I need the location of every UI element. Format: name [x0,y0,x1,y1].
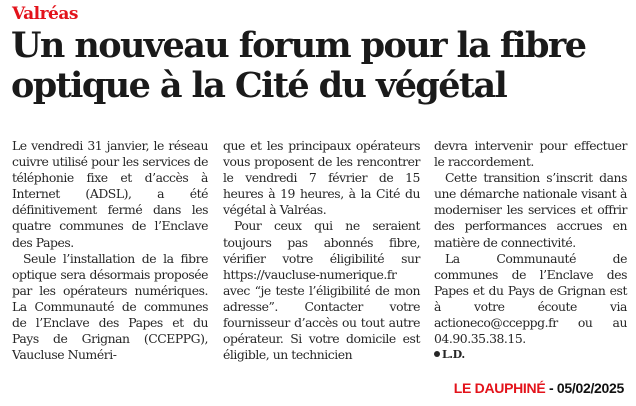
publication-date: 05/02/2025 [556,380,624,396]
separator: - [545,380,557,396]
newspaper-name: LE DAUPHINÉ [453,380,546,396]
paragraph: que et les principaux opérateurs vous proposent de les rencontrer le vendredi 7 février de 15 heures à 19 heures, à la Cité du végétal à Valréas. [223,138,420,218]
article-headline: Un nouveau forum pour la fibre optique à la Cité du végétal [11,25,586,106]
article-column-3 [434,138,627,363]
author-byline [434,347,627,363]
paragraph: devra intervenir pour effectuer le raccordement. [434,138,627,170]
paragraph: Le vendredi 31 janvier, le réseau cuivre utilisé pour les services de téléphonie fixe et d’accès à Internet (ADSL), a été définitivement fermé dans les quatre communes de l’Enclave des Papes. [12,138,208,250]
paragraph: La Communauté de communes de l’Enclave des Papes et du Pays de Grignan est à votre écoute via actioneco@cceppg.fr ou au 04.90.35.38.15. [434,250,627,347]
section-kicker: Valréas [12,4,78,24]
paragraph: Cette transition s’inscrit dans une démarche nationale visant à moderniser les services et offrir des performances accrues en matière de connectivité. [434,170,627,250]
paragraph: Seule l’installation de la fibre optique sera désormais proposée par les opérateurs numériques. La Communauté de communes de l’Enclave des Papes et du Pays de Grignan (CCEPPG), Vaucluse Numéri- [12,250,208,363]
paragraph: Pour ceux qui ne seraient toujours pas abonnés fibre, vérifier votre éligibilité sur https://vaucluse-numerique.fr avec “je teste l’éligibilité de mon adresse”. Contacter votre fournisseur d’accès ou tout autre opérateur. Si votre domicile est éligible, un technicien [223,218,420,363]
bullet-icon [434,351,440,357]
source-credit [454,380,624,396]
author-initials: L.D. [442,348,465,362]
article-column-1 [12,138,208,363]
article-column-2 [223,138,420,363]
